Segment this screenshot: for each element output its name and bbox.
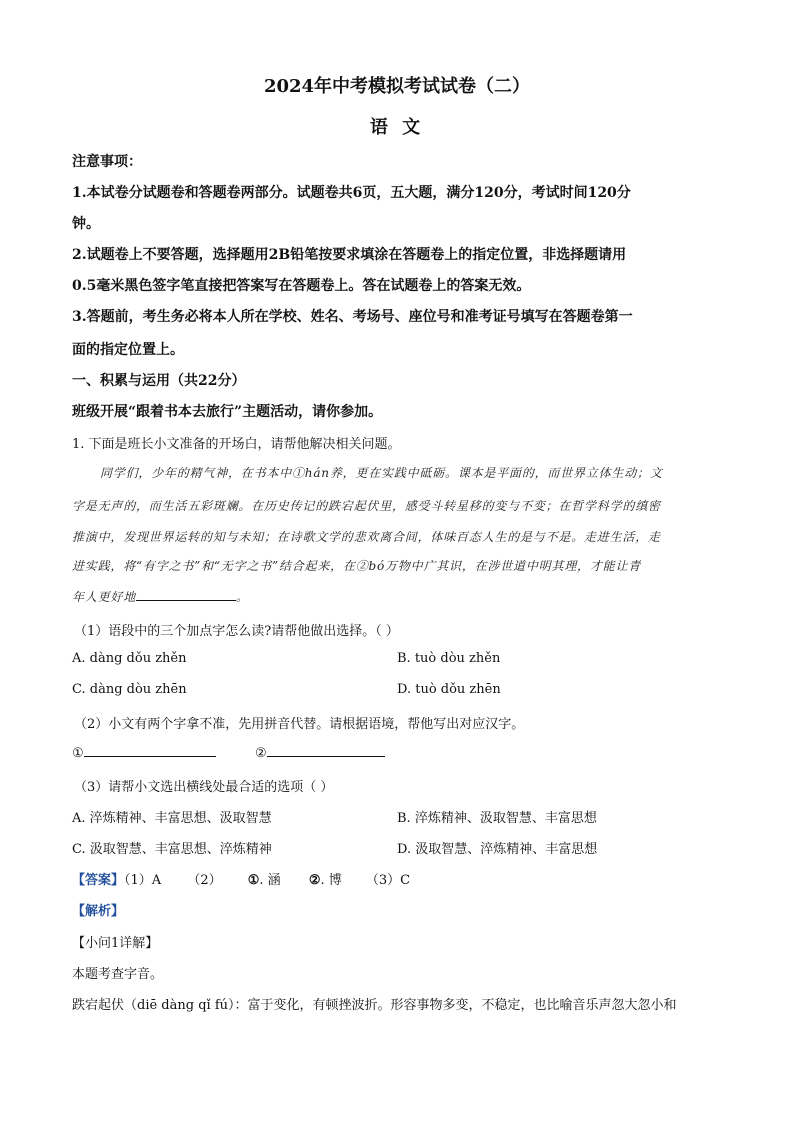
sub-question-3: （3）请帮小文选出横线处最合适的选项（ ） [74, 780, 334, 795]
answer-2-label: （2） [187, 873, 222, 888]
sub3-option-d[interactable]: D. 汲取智慧、淬炼精神、丰富思想 [397, 842, 598, 857]
passage-line-4: 进实践，将“有字之书”和“无字之书”结合起来，在②bó万物中广其识，在涉世道中明其理，才能让青 [72, 559, 642, 573]
sub3-option-c[interactable]: C. 汲取智慧、丰富思想、淬炼精神 [72, 842, 272, 857]
analysis-tag: 【解析】 [72, 904, 125, 919]
passage-line-1: 同学们，少年的精气神，在书本中①hán养，更在实践中砥砺。课本是平面的，而世界立体生动；文 [100, 466, 663, 480]
notice-item-1: 1.本试卷分试题卷和答题卷两部分。试题卷共6页，五大题，满分120分，考试时间120分 [72, 185, 631, 201]
analysis-sub-tag: 【小问1详解】 [72, 936, 159, 951]
sub2-blank-1[interactable] [84, 744, 216, 757]
sub1-option-b[interactable]: B. tuò dòu zhěn [397, 651, 501, 666]
sub2-blank-2[interactable] [267, 744, 385, 757]
answer-2-2-number: ② [308, 873, 321, 888]
sub-question-1: （1）语段中的三个加点字怎么读?请帮他做出选择。（ ） [74, 624, 399, 639]
answer-1: （1）A [124, 873, 162, 888]
passage-line-5 [72, 588, 249, 605]
passage-line-5-text: 年人更好地 [72, 590, 137, 604]
notice-item-3: 3.答题前，考生务必将本人所在学校、姓名、考场号、座位号和准考证号填写在答题卷第一 [72, 309, 633, 325]
notice-item-2-cont: 0.5毫米黑色签字笔直接把答案写在答题卷上。答在试题卷上的答案无效。 [72, 278, 531, 294]
sub-question-2: （2）小文有两个字拿不准，先用拼音代替。请根据语境，帮他写出对应汉字。 [74, 717, 525, 732]
notice-item-2: 2.试题卷上不要答题，选择题用2B铅笔按要求填涂在答题卷上的指定位置，非选择题请用 [72, 247, 627, 263]
sub2-blank-2-label: ② [255, 746, 267, 761]
answer-row [72, 869, 410, 888]
sub2-blank-2-row [255, 744, 385, 761]
subject-title: 语 文 [369, 117, 425, 138]
answer-2-2: . 博 [320, 873, 342, 888]
notice-item-3-cont: 面的指定位置上。 [72, 342, 184, 358]
section-heading: 一、积累与运用（共22分） [72, 373, 246, 389]
sub3-option-b[interactable]: B. 淬炼精神、汲取智慧、丰富思想 [397, 811, 597, 826]
answer-2-1: . 涵 [259, 873, 281, 888]
answer-3: （3）C [365, 873, 411, 888]
passage-answer-blank[interactable] [136, 588, 236, 601]
notice-heading: 注意事项： [72, 154, 142, 170]
answer-2-1-number: ① [247, 873, 260, 888]
passage-line-2: 字是无声的，而生活五彩斑斓。在历史传记的跌宕起伏里，感受斗转星移的变与不变；在哲学科学的缜密 [72, 499, 661, 513]
activity-intro: 班级开展“跟着书本去旅行”主题活动，请你参加。 [72, 404, 383, 420]
question-1-stem: 1. 下面是班长小文准备的开场白，请帮他解决相关问题。 [72, 437, 401, 452]
answer-tag: 【答案】 [72, 873, 125, 888]
passage-end-mark: 。 [236, 590, 249, 604]
sub1-option-d[interactable]: D. tuò dǒu zhēn [397, 682, 501, 697]
sub2-blank-1-row [72, 744, 216, 761]
notice-item-1-cont: 钟。 [72, 216, 100, 232]
sub3-option-a[interactable]: A. 淬炼精神、丰富思想、汲取智慧 [72, 811, 272, 826]
exam-title: 2024年中考模拟考试试卷（二） [263, 76, 531, 97]
sub1-option-c[interactable]: C. dàng dòu zhēn [72, 682, 187, 697]
sub2-blank-1-label: ① [72, 746, 84, 761]
analysis-line-2: 跌宕起伏（diē dàng qǐ fú）：富于变化，有顿挫波折。形容事物多变，不稳定，也比喻音乐声忽大忽小和 [72, 998, 677, 1013]
sub1-option-a[interactable]: A. dàng dǒu zhěn [72, 651, 187, 666]
analysis-line-1: 本题考查字音。 [72, 967, 164, 982]
passage-line-3: 推演中，发现世界运转的知与未知；在诗歌文学的悲欢离合间，体味百态人生的是与不是。走进生活，走 [72, 530, 661, 544]
